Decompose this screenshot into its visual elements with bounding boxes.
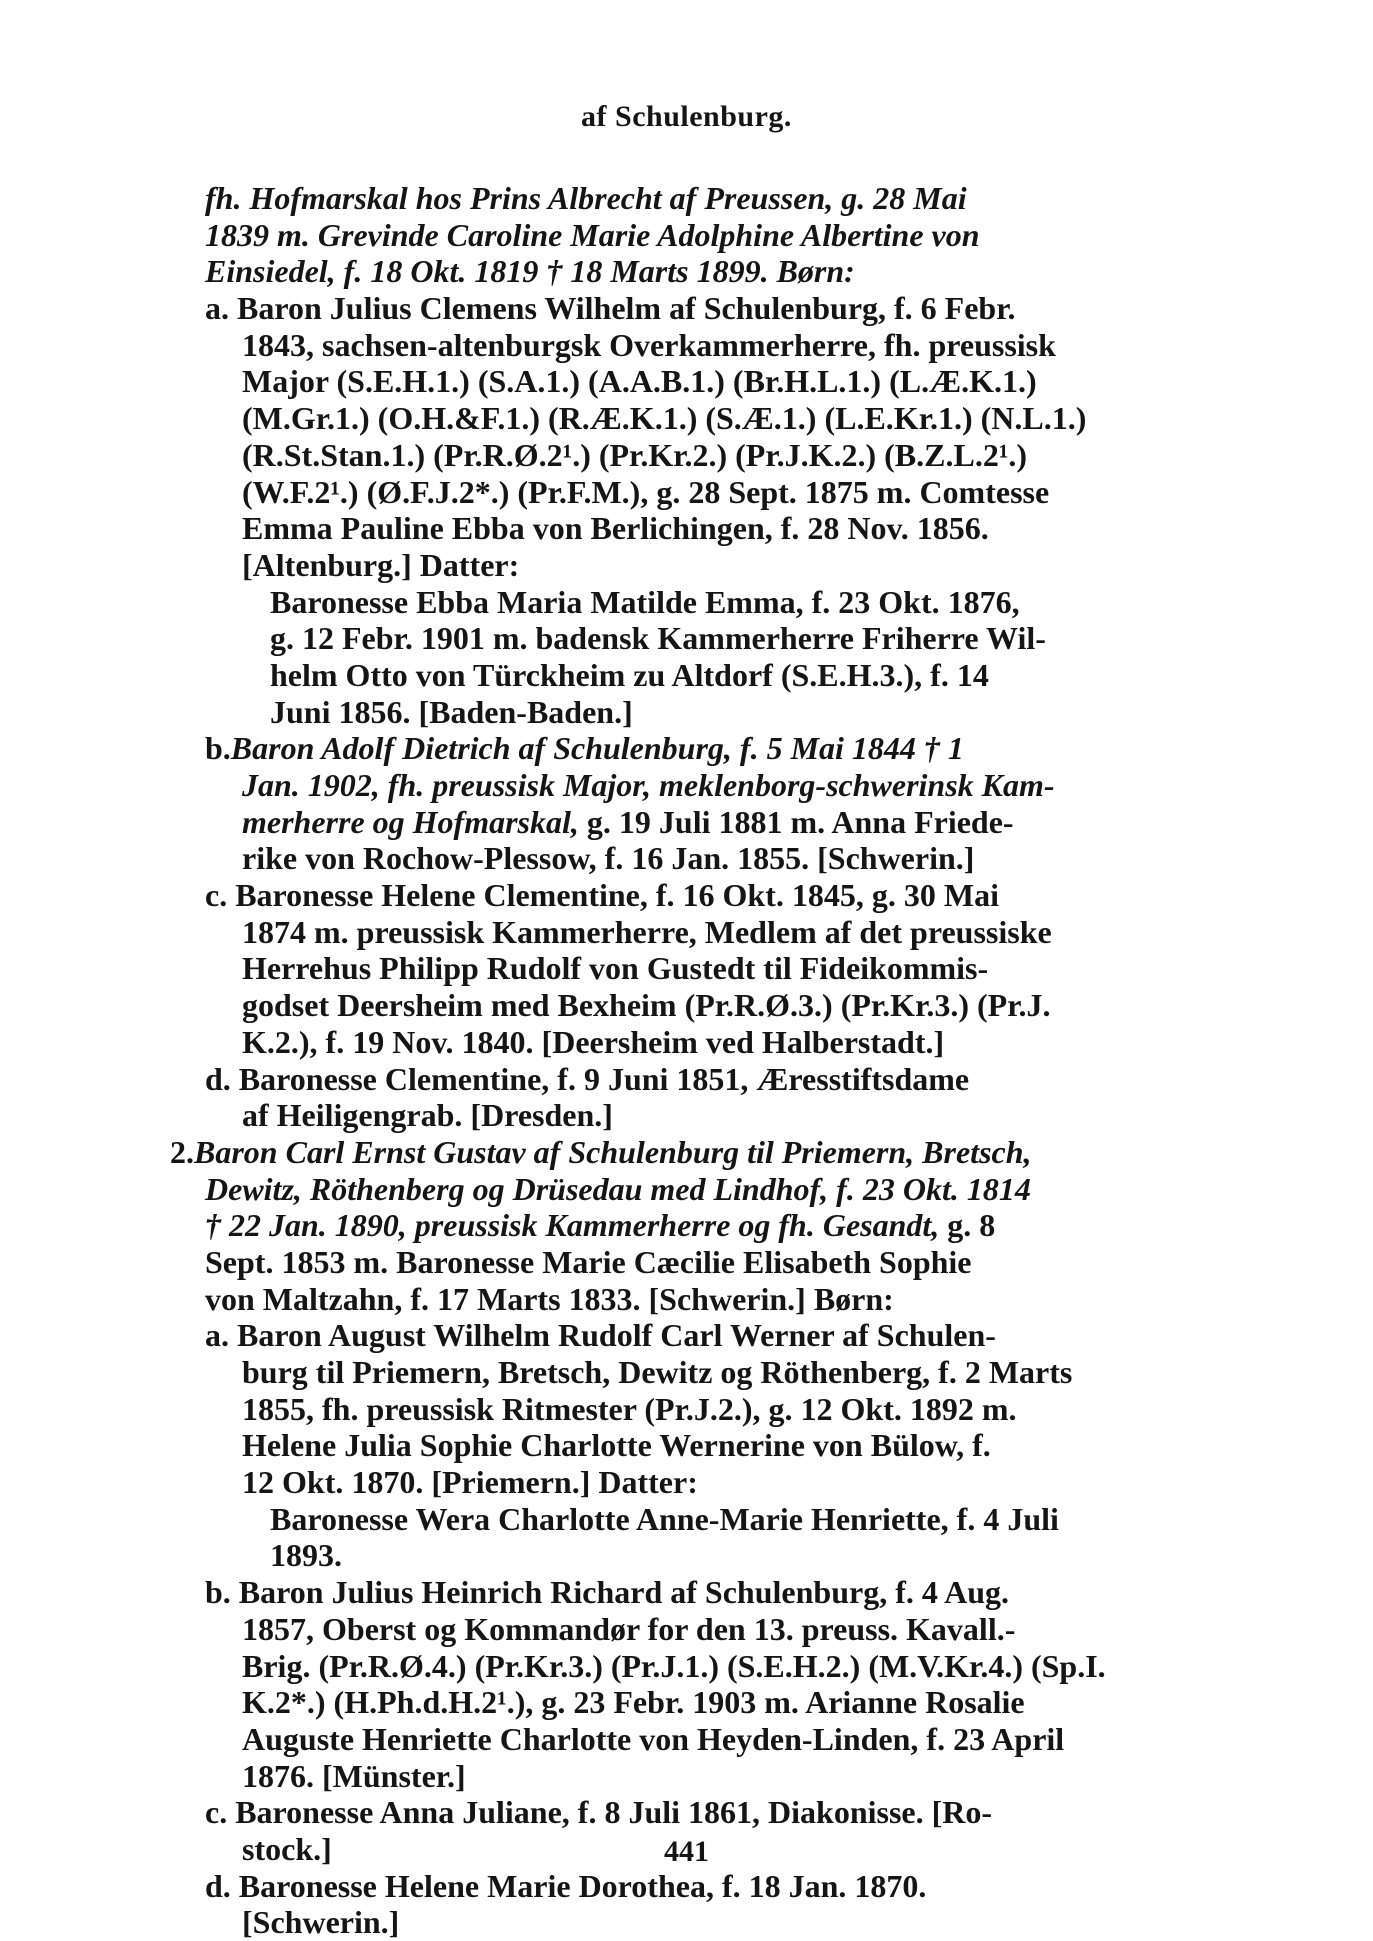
roman-text: (R.St.Stan.1.) (Pr.R.Ø.2¹.) (Pr.Kr.2.) (Pr.J.K.2.) (B.Z.L.2¹.): [242, 436, 1028, 473]
text-line: [170, 694, 1205, 731]
roman-text: rike von Rochow-Plessow, f. 16 Jan. 1855. [Schwerin.]: [242, 840, 975, 877]
text-line: [170, 620, 1205, 657]
roman-text: b. Baron Julius Heinrich Richard af Schulenburg, f. 4 Aug.: [205, 1574, 1009, 1611]
text-line: [170, 767, 1205, 804]
text-line: [170, 1097, 1205, 1134]
text-line: [170, 1574, 1205, 1611]
text-line: [170, 840, 1205, 877]
roman-text: Juni 1856. [Baden-Baden.]: [270, 693, 633, 730]
italic-text: Dewitz, Röthenberg og Drüsedau med Lindhof, f. 23 Okt. 1814: [205, 1170, 1031, 1207]
text-line: [170, 474, 1205, 511]
page-number: 441: [664, 1835, 709, 1868]
roman-text: helm Otto von Türckheim zu Altdorf (S.E.H.3.), f. 14: [270, 656, 989, 693]
roman-text: Herrehus Philipp Rudolf von Gustedt til Fideikommis-: [242, 950, 989, 987]
text-line: [170, 1868, 1205, 1905]
text-line: [170, 327, 1205, 364]
text-line: [170, 1758, 1205, 1795]
text-line: [170, 1391, 1205, 1428]
text-line: [170, 547, 1205, 584]
italic-text: merherre og Hofmarskal,: [242, 803, 579, 840]
text-line: [170, 1794, 1205, 1831]
text-line: [170, 1648, 1205, 1685]
text-line: [170, 217, 1205, 254]
text-line: [170, 437, 1205, 474]
roman-text: (W.F.2¹.) (Ø.F.J.2*.) (Pr.F.M.), g. 28 Sept. 1875 m. Comtesse: [242, 473, 1050, 510]
running-header: af Schulenburg.: [581, 100, 792, 133]
roman-text: von Maltzahn, f. 17 Marts 1833. [Schwerin.] Børn:: [205, 1280, 894, 1317]
roman-text: burg til Priemern, Bretsch, Dewitz og Röthenberg, f. 2 Marts: [242, 1354, 1073, 1390]
roman-text: Brig. (Pr.R.Ø.4.) (Pr.Kr.3.) (Pr.J.1.) (S.E.H.2.) (M.V.Kr.4.) (Sp.I.: [242, 1647, 1106, 1684]
entry-marker: b.: [205, 730, 231, 767]
entry-marker: 2.: [170, 1133, 194, 1170]
roman-text: g. 12 Febr. 1901 m. badensk Kammerherre Friherre Wil-: [270, 620, 1046, 657]
roman-text: 1857, Oberst og Kommandør for den 13. preuss. Kavall.-: [242, 1610, 1016, 1647]
roman-text: g. 8: [939, 1207, 996, 1244]
roman-text: a. Baron Julius Clemens Wilhelm af Schulenburg, f. 6 Febr.: [205, 290, 1016, 327]
roman-text: [Schwerin.]: [242, 1904, 400, 1941]
roman-text: Baronesse Wera Charlotte Anne-Marie Henriette, f. 4 Juli: [270, 1500, 1059, 1537]
text-line: [170, 510, 1205, 547]
text-line: [170, 1721, 1205, 1758]
roman-text: Auguste Henriette Charlotte von Heyden-Linden, f. 23 April: [242, 1720, 1065, 1757]
roman-text: 1874 m. preussisk Kammerherre, Medlem af det preussiske: [242, 913, 1052, 950]
italic-text: Einsiedel, f. 18 Okt. 1819 † 18 Marts 1899. Børn:: [205, 253, 855, 290]
text-line: [170, 1134, 1205, 1171]
text-line: [170, 987, 1205, 1024]
text-line: [170, 1244, 1205, 1281]
roman-text: c. Baronesse Helene Clementine, f. 16 Okt. 1845, g. 30 Mai: [205, 877, 999, 914]
text-line: [170, 1207, 1205, 1244]
roman-text: K.2*.) (H.Ph.d.H.2¹.), g. 23 Febr. 1903 m. Arianne Rosalie: [242, 1684, 1025, 1721]
roman-text: godset Deersheim med Bexheim (Pr.R.Ø.3.) (Pr.Kr.3.) (Pr.J.: [242, 987, 1051, 1024]
text-line: [170, 363, 1205, 400]
italic-text: Jan. 1902, fh. preussisk Major, meklenborg-schwerinsk Kam-: [242, 767, 1055, 803]
text-line: [170, 1904, 1205, 1941]
roman-text: 1893.: [270, 1537, 342, 1574]
text-line: [170, 914, 1205, 951]
roman-text: d. Baronesse Helene Marie Dorothea, f. 18 Jan. 1870.: [205, 1867, 927, 1904]
roman-text: Helene Julia Sophie Charlotte Wernerine von Bülow, f.: [242, 1427, 991, 1464]
text-line: [170, 584, 1205, 621]
genealogy-entry-text: [170, 180, 1205, 1941]
text-line: [170, 1537, 1205, 1574]
text-line: [170, 1501, 1205, 1538]
text-line: [170, 1171, 1205, 1208]
roman-text: 12 Okt. 1870. [Priemern.] Datter:: [242, 1464, 698, 1501]
text-line: [170, 1317, 1205, 1354]
text-line: [170, 1061, 1205, 1098]
roman-text: d. Baronesse Clementine, f. 9 Juni 1851, Æresstiftsdame: [205, 1060, 970, 1097]
italic-text: Baron Carl Ernst Gustav af Schulenburg til Priemern, Bretsch,: [194, 1133, 1032, 1170]
roman-text: c. Baronesse Anna Juliane, f. 8 Juli 1861, Diakonisse. [Ro-: [205, 1794, 993, 1831]
roman-text: Baronesse Ebba Maria Matilde Emma, f. 23 Okt. 1876,: [270, 583, 1020, 620]
roman-text: K.2.), f. 19 Nov. 1840. [Deersheim ved Halberstadt.]: [242, 1023, 945, 1060]
roman-text: 1855, fh. preussisk Ritmester (Pr.J.2.), g. 12 Okt. 1892 m.: [242, 1390, 1017, 1427]
text-line: [170, 180, 1205, 217]
text-line: [170, 1611, 1205, 1648]
text-line: [170, 1354, 1205, 1391]
text-line: [170, 1684, 1205, 1721]
roman-text: 1876. [Münster.]: [242, 1757, 466, 1794]
text-line: [170, 657, 1205, 694]
text-line: [170, 1281, 1205, 1318]
roman-text: 1843, sachsen-altenburgsk Overkammerherre, fh. preussisk: [242, 326, 1056, 363]
roman-text: Major (S.E.H.1.) (S.A.1.) (A.A.B.1.) (Br.H.L.1.) (L.Æ.K.1.): [242, 363, 1037, 400]
roman-text: [Altenburg.] Datter:: [242, 546, 520, 583]
roman-text: Sept. 1853 m. Baronesse Marie Cæcilie Elisabeth Sophie: [205, 1243, 972, 1280]
roman-text: a. Baron August Wilhelm Rudolf Carl Werner af Schulen-: [205, 1317, 996, 1354]
roman-text: (M.Gr.1.) (O.H.&F.1.) (R.Æ.K.1.) (S.Æ.1.) (L.E.Kr.1.) (N.L.1.): [242, 400, 1087, 437]
text-line: [170, 877, 1205, 914]
roman-text: af Heiligengrab. [Dresden.]: [242, 1097, 613, 1134]
text-line: [170, 730, 1205, 767]
text-line: [170, 253, 1205, 290]
italic-text: † 22 Jan. 1890, preussisk Kammerherre og fh. Gesandt,: [205, 1207, 940, 1244]
roman-text: g. 19 Juli 1881 m. Anna Friede-: [578, 803, 1014, 840]
text-line: [170, 1024, 1205, 1061]
roman-text: stock.]: [242, 1830, 332, 1867]
roman-text: Emma Pauline Ebba von Berlichingen, f. 28 Nov. 1856.: [242, 510, 989, 547]
text-line: [170, 804, 1205, 841]
italic-text: 1839 m. Grevinde Caroline Marie Adolphine Albertine von: [205, 216, 980, 253]
text-line: [170, 290, 1205, 327]
text-line: [170, 1464, 1205, 1501]
text-line: [170, 950, 1205, 987]
italic-text: Baron Adolf Dietrich af Schulenburg, f. 5 Mai 1844 † 1: [230, 730, 964, 767]
text-line: [170, 400, 1205, 437]
italic-text: fh. Hofmarskal hos Prins Albrecht af Preussen, g. 28 Mai: [205, 180, 967, 216]
text-line: [170, 1427, 1205, 1464]
